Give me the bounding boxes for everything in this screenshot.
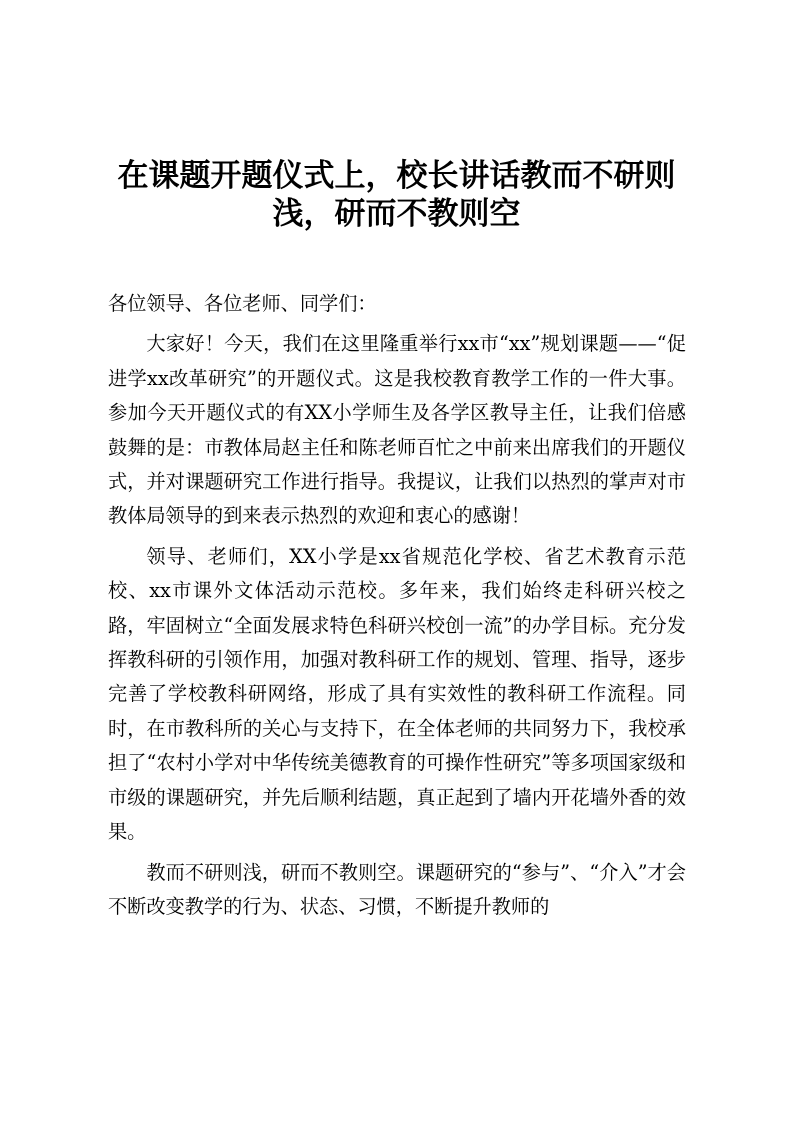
- paragraph-welcome: 大家好！今天，我们在这里隆重举行xx市“xx”规划课题——“促进学xx改革研究”的开题仪式。这是我校教育教学工作的一件大事。参加今天开题仪式的有XX小学师生及各学区教导主任，让我们倍感鼓舞的是：市教体局赵主任和陈老师百忙之中前来出席我们的开题仪式，并对课题研究工作进行指导。我提议，让我们以热烈的掌声对市教体局领导的到来表示热烈的欢迎和衷心的感谢！: [108, 332, 686, 528]
- title-line-1: 在课题开题仪式上，校长讲话教而不研则: [117, 158, 676, 194]
- salutation: 各位领导、各位老师、同学们：: [108, 292, 377, 315]
- document-title: [90, 157, 703, 233]
- paragraph-research: 教而不研则浅，研而不教则空。课题研究的“参与”、“介入”才会不断改变教学的行为、状态、习惯，不断提升教师的: [108, 860, 686, 918]
- title-line-2: 浅，研而不教则空: [272, 196, 521, 232]
- document-body: [108, 287, 686, 930]
- paragraph-school-intro: 领导、老师们，XX小学是xx省规范化学校、省艺术教育示范校、xx市课外文体活动示范校。多年来，我们始终走科研兴校之路，牢固树立“全面发展求特色科研兴校创一流”的办学目标。充分发挥教科研的引领作用，加强对教科研工作的规划、管理、指导，逐步完善了学校教科研网络，形成了具有实效性的教科研工作流程。同时，在市教科所的关心与支持下，在全体老师的共同努力下，我校承担了“农村小学对中华传统美德教育的可操作性研究”等多项国家级和市级的课题研究，并先后顺利结题，真正起到了墙内开花墙外香的效果。: [108, 544, 686, 844]
